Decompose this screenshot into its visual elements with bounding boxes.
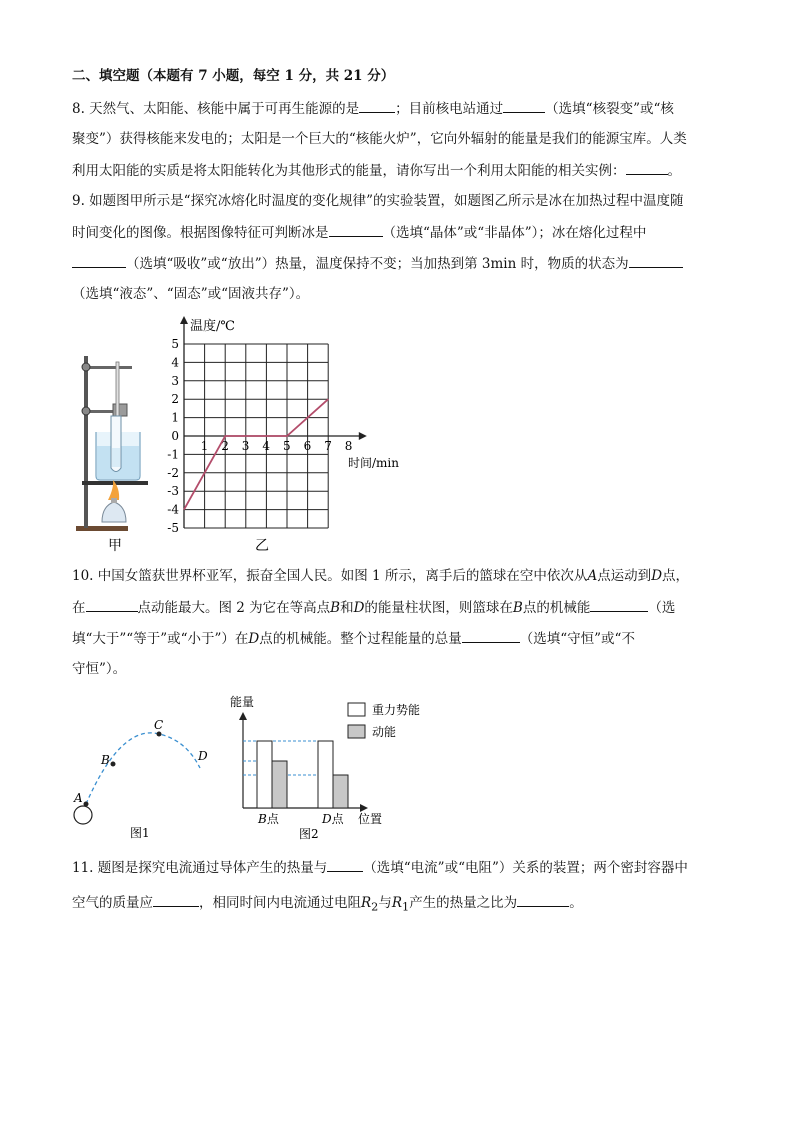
trajectory-figure (66, 712, 226, 842)
q11-text: ，相同时间内电流通过电阻 (199, 895, 361, 911)
q10-text: （选填“守恒”或“不 (519, 631, 635, 647)
x-tick-label: 2 (221, 439, 229, 453)
q10-blank-1[interactable] (86, 597, 138, 612)
q10-text: （选 (648, 600, 676, 616)
x-axis-label: 时间/min (348, 456, 399, 470)
y-tick-label: -1 (167, 447, 179, 462)
category-d-suffix: 点 (331, 812, 344, 826)
y-tick-label: 1 (171, 410, 179, 425)
q11-text: 11. 题图是探究电流通过导体产生的热量与 (72, 860, 328, 876)
q8-text: ；目前核电站通过 (395, 101, 504, 117)
q11-text: 空气的质量应 (72, 895, 153, 911)
q11-blank-2[interactable] (153, 892, 199, 907)
q11-blank-1[interactable] (327, 857, 363, 872)
q10-text: 和 (340, 600, 354, 616)
label-yi: 乙 (255, 538, 269, 554)
q10-blank-3[interactable] (462, 628, 520, 643)
q10-text: 在 (72, 600, 86, 616)
y-tick-label: 2 (171, 392, 179, 407)
category-d-label (321, 811, 345, 826)
q11-text: 与 (378, 895, 392, 911)
x-tick-label: 4 (262, 439, 271, 453)
clamp-knob-top (82, 363, 90, 371)
y-tick-label: -4 (167, 502, 179, 517)
q10-line-2 (72, 597, 675, 618)
q11-line-2 (72, 892, 583, 918)
clamp-knob-mid (82, 407, 90, 415)
resistor-r1-symbol: R (391, 895, 403, 911)
point-d-ref: D (353, 600, 365, 616)
section-title: 二、填空题（本题有 7 小题，每空 1 分，共 21 分） (72, 68, 395, 84)
q9-blank-1[interactable] (329, 222, 383, 237)
q8-text: （选填“核裂变”或“核 (545, 101, 674, 117)
lamp-wick (111, 498, 117, 503)
position-axis-label: 位置 (358, 812, 383, 826)
bar-d-potential (318, 741, 333, 808)
tube-clamp (113, 404, 127, 416)
y-tick-label: -5 (167, 521, 179, 535)
y-tick-label: 5 (171, 337, 179, 351)
q8-line-1 (72, 98, 674, 119)
q10-blank-2[interactable] (590, 597, 648, 612)
label-b: B (101, 753, 110, 767)
label-d: D (198, 749, 208, 763)
stand-base (76, 526, 128, 531)
x-tick-label: 5 (283, 439, 291, 453)
q9-line-2 (72, 222, 646, 243)
x-tick-label: 7 (324, 439, 332, 453)
q11-text: 。 (569, 895, 583, 911)
q9-text: 时间变化的图像。根据图像特征可判断冰是 (72, 225, 329, 241)
bar-b-potential (257, 741, 272, 808)
q8-line-2: 聚变”）获得核能来发电的；太阳是一个巨大的“核能火炉”，它向外辐射的能量是我们的能源宝库。人类 (72, 131, 687, 147)
q10-text: 点的机械能。整个过程能量的总量 (259, 631, 462, 647)
x-arrow-icon (360, 804, 368, 812)
legend-pe-label: 重力势能 (372, 703, 421, 717)
y-arrow-icon (239, 712, 247, 720)
point-b-ref: B (330, 600, 341, 616)
label-jia: 甲 (108, 538, 122, 554)
point-a (84, 802, 89, 807)
legend-swatch-ke (348, 725, 365, 738)
y-axis-arrow-icon (180, 316, 188, 324)
x-tick-label: 6 (303, 439, 312, 453)
temperature-chart (160, 312, 420, 562)
q10-text: 填“大于”“等于”或“小于”）在 (72, 631, 249, 647)
legend-swatch-pe (348, 703, 365, 716)
energy-axis-label: 能量 (230, 695, 255, 709)
y-tick-label: 3 (171, 373, 179, 388)
category-d-letter: D (322, 812, 332, 826)
q8-line-3 (72, 160, 681, 181)
stand-rod (84, 356, 88, 528)
x-tick-label: 3 (241, 439, 250, 453)
x-tick-label: 8 (344, 439, 353, 453)
point-b-ref: B (512, 600, 523, 616)
q8-text: 利用太阳能的实质是将太阳能转化为其他形式的能量，请你写出一个利用太阳能的相关实例： (72, 163, 626, 179)
ice-sample (112, 448, 120, 467)
alcohol-lamp (102, 502, 126, 522)
q10-line-4: 守恒”）。 (72, 661, 127, 677)
q8-blank-2[interactable] (503, 98, 545, 113)
label-c: C (154, 718, 164, 732)
category-b-letter: B (258, 812, 267, 826)
bar-b-kinetic (272, 761, 287, 808)
category-b-label (257, 811, 280, 826)
point-a-ref: A (587, 568, 598, 584)
q10-line-1 (72, 566, 689, 586)
q10-text: 点动能最大。图 2 为它在等高点 (137, 600, 331, 616)
q9-blank-3[interactable] (629, 253, 683, 268)
q9-text: （选填“晶体”或“非晶体”）；冰在熔化过程中 (382, 225, 647, 241)
q11-text: 产生的热量之比为 (409, 895, 518, 911)
q11-text: （选填“电流”或“电阻”）关系的装置；两个密封容器中 (363, 860, 688, 876)
q9-blank-2[interactable] (72, 253, 126, 268)
q9-line-1: 9. 如题图甲所示是“探究冰熔化时温度的变化规律”的实验装置，如题图乙所示是冰在加热过程中温度随 (72, 193, 684, 209)
q9-text: （选填“吸收”或“放出”）热量，温度保持不变；当加热到第 3min 时，物质的状态为 (126, 256, 629, 272)
bar-d-kinetic (333, 775, 348, 808)
energy-bar-figure (226, 690, 446, 840)
fig2-caption: 图2 (299, 827, 319, 840)
q8-text: 8. 天然气、太阳能、核能中属于可再生能源的是 (72, 101, 360, 117)
resistor-r2-symbol: R (361, 895, 372, 911)
point-d-ref: D (651, 568, 663, 584)
q10-text: 点运动到 (597, 568, 652, 584)
q10-line-3 (72, 628, 635, 649)
legend-ke-label: 动能 (372, 725, 397, 739)
q10-text: 点， (662, 568, 690, 584)
q11-line-1 (72, 857, 688, 878)
trajectory-path (86, 733, 200, 804)
q9-line-4: （选填“液态”、“固态”或“固液共存”）。 (72, 286, 310, 302)
apparatus-figure (64, 348, 164, 558)
q9-line-3 (72, 253, 683, 274)
y-tick-label: 4 (171, 355, 179, 370)
point-b (111, 762, 116, 767)
q10-text: 10. 中国女篮获世界杯亚军，振奋全国人民。如图 1 所示，离手后的篮球在空中依次从 (72, 568, 588, 584)
resistor-r2-subscript: 2 (371, 900, 379, 914)
x-tick-label: 1 (200, 439, 209, 453)
q10-text: 的能量柱状图，则篮球在 (364, 600, 513, 616)
resistor-r1-subscript: 1 (402, 900, 410, 914)
q11-blank-3[interactable] (517, 892, 569, 907)
y-axis-label: 温度/℃ (190, 319, 235, 334)
q8-text: 。 (667, 163, 681, 179)
y-tick-label: 0 (171, 429, 179, 443)
point-d-ref: D (248, 631, 260, 647)
fig1-caption: 图1 (130, 826, 150, 840)
category-b-suffix: 点 (266, 812, 279, 826)
y-tick-label: -3 (167, 484, 179, 499)
q8-blank-3[interactable] (626, 160, 668, 175)
chart-axes (180, 316, 367, 528)
y-tick-label: -2 (167, 465, 179, 480)
basketball-icon (74, 806, 92, 824)
label-a: A (74, 791, 83, 805)
q8-blank-1[interactable] (359, 98, 395, 113)
x-axis-arrow-icon (359, 432, 367, 440)
point-c (157, 732, 162, 737)
q10-text: 点的机械能 (522, 600, 591, 616)
